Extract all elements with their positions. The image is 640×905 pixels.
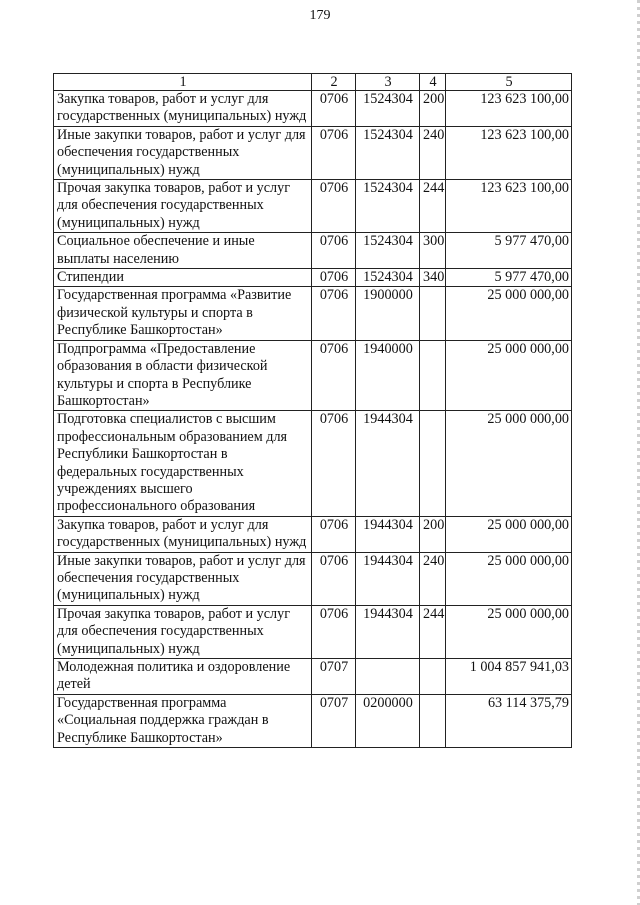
- table-row: [54, 269, 572, 287]
- cell-amount: 25 000 000,00: [446, 605, 572, 658]
- cell-section: 0706: [312, 411, 356, 516]
- cell-type: [420, 340, 446, 411]
- table-row: [54, 233, 572, 269]
- cell-name: Стипендии: [54, 269, 312, 287]
- cell-name: Государственная программа «Развитие физической культуры и спорта в Республике Башкортостан»: [54, 287, 312, 340]
- cell-code: 1944304: [356, 552, 420, 605]
- table-row: [54, 516, 572, 552]
- cell-code: 1524304: [356, 233, 420, 269]
- cell-section: 0706: [312, 180, 356, 233]
- cell-code: [356, 659, 420, 695]
- cell-amount: 25 000 000,00: [446, 552, 572, 605]
- cell-name: Социальное обеспечение и иные выплаты населению: [54, 233, 312, 269]
- cell-section: 0706: [312, 126, 356, 179]
- cell-code: 1524304: [356, 126, 420, 179]
- cell-code: 1940000: [356, 340, 420, 411]
- cell-section: 0706: [312, 269, 356, 287]
- cell-section: 0707: [312, 694, 356, 747]
- cell-code: 1944304: [356, 605, 420, 658]
- cell-section: 0707: [312, 659, 356, 695]
- cell-amount: 25 000 000,00: [446, 411, 572, 516]
- table-row: [54, 180, 572, 233]
- cell-amount: 1 004 857 941,03: [446, 659, 572, 695]
- column-header-type: 4: [420, 74, 446, 91]
- cell-name: Закупка товаров, работ и услуг для государственных (муниципальных) нужд: [54, 516, 312, 552]
- cell-section: 0706: [312, 91, 356, 127]
- table-row: [54, 340, 572, 411]
- cell-code: 0200000: [356, 694, 420, 747]
- cell-section: 0706: [312, 605, 356, 658]
- column-header-section: 2: [312, 74, 356, 91]
- cell-section: 0706: [312, 516, 356, 552]
- cell-name: Иные закупки товаров, работ и услуг для обеспечения государственных (муниципальных) нужд: [54, 552, 312, 605]
- table-row: [54, 605, 572, 658]
- cell-amount: 123 623 100,00: [446, 91, 572, 127]
- cell-name: Иные закупки товаров, работ и услуг для обеспечения государственных (муниципальных) нужд: [54, 126, 312, 179]
- cell-type: 240: [420, 126, 446, 179]
- column-header-amount: 5: [446, 74, 572, 91]
- cell-code: 1944304: [356, 516, 420, 552]
- cell-type: 300: [420, 233, 446, 269]
- cell-section: 0706: [312, 340, 356, 411]
- cell-name: Подготовка специалистов с высшим профессиональным образованием для Республики Башкортостан в федеральных государственных учреждениях высшего профессионального образования: [54, 411, 312, 516]
- cell-code: 1944304: [356, 411, 420, 516]
- cell-type: 244: [420, 180, 446, 233]
- cell-type: 200: [420, 516, 446, 552]
- cell-type: [420, 411, 446, 516]
- cell-code: 1524304: [356, 269, 420, 287]
- cell-amount: 5 977 470,00: [446, 269, 572, 287]
- cell-type: [420, 659, 446, 695]
- budget-table: [53, 73, 572, 748]
- cell-amount: 123 623 100,00: [446, 180, 572, 233]
- cell-section: 0706: [312, 287, 356, 340]
- cell-amount: 25 000 000,00: [446, 340, 572, 411]
- table-row: [54, 91, 572, 127]
- cell-code: 1900000: [356, 287, 420, 340]
- table-row: [54, 694, 572, 747]
- cell-type: 200: [420, 91, 446, 127]
- cell-name: Государственная программа «Социальная поддержка граждан в Республике Башкортостан»: [54, 694, 312, 747]
- table-row: [54, 411, 572, 516]
- cell-amount: 63 114 375,79: [446, 694, 572, 747]
- cell-type: 244: [420, 605, 446, 658]
- cell-code: 1524304: [356, 180, 420, 233]
- cell-amount: 25 000 000,00: [446, 516, 572, 552]
- cell-type: [420, 287, 446, 340]
- table-row: [54, 659, 572, 695]
- cell-code: 1524304: [356, 91, 420, 127]
- column-header-code: 3: [356, 74, 420, 91]
- cell-name: Подпрограмма «Предоставление образования в области физической культуры и спорта в Республике Башкортостан»: [54, 340, 312, 411]
- cell-section: 0706: [312, 552, 356, 605]
- table-row: [54, 287, 572, 340]
- cell-type: 240: [420, 552, 446, 605]
- table-row: [54, 126, 572, 179]
- cell-name: Молодежная политика и оздоровление детей: [54, 659, 312, 695]
- cell-amount: 123 623 100,00: [446, 126, 572, 179]
- cell-amount: 25 000 000,00: [446, 287, 572, 340]
- column-header-name: 1: [54, 74, 312, 91]
- cell-name: Прочая закупка товаров, работ и услуг для обеспечения государственных (муниципальных) нужд: [54, 180, 312, 233]
- page-number: 179: [309, 8, 331, 23]
- cell-type: [420, 694, 446, 747]
- cell-name: Прочая закупка товаров, работ и услуг для обеспечения государственных (муниципальных) нужд: [54, 605, 312, 658]
- cell-section: 0706: [312, 233, 356, 269]
- cell-type: 340: [420, 269, 446, 287]
- table-header-row: [54, 74, 572, 91]
- cell-name: Закупка товаров, работ и услуг для государственных (муниципальных) нужд: [54, 91, 312, 127]
- table-row: [54, 552, 572, 605]
- cell-amount: 5 977 470,00: [446, 233, 572, 269]
